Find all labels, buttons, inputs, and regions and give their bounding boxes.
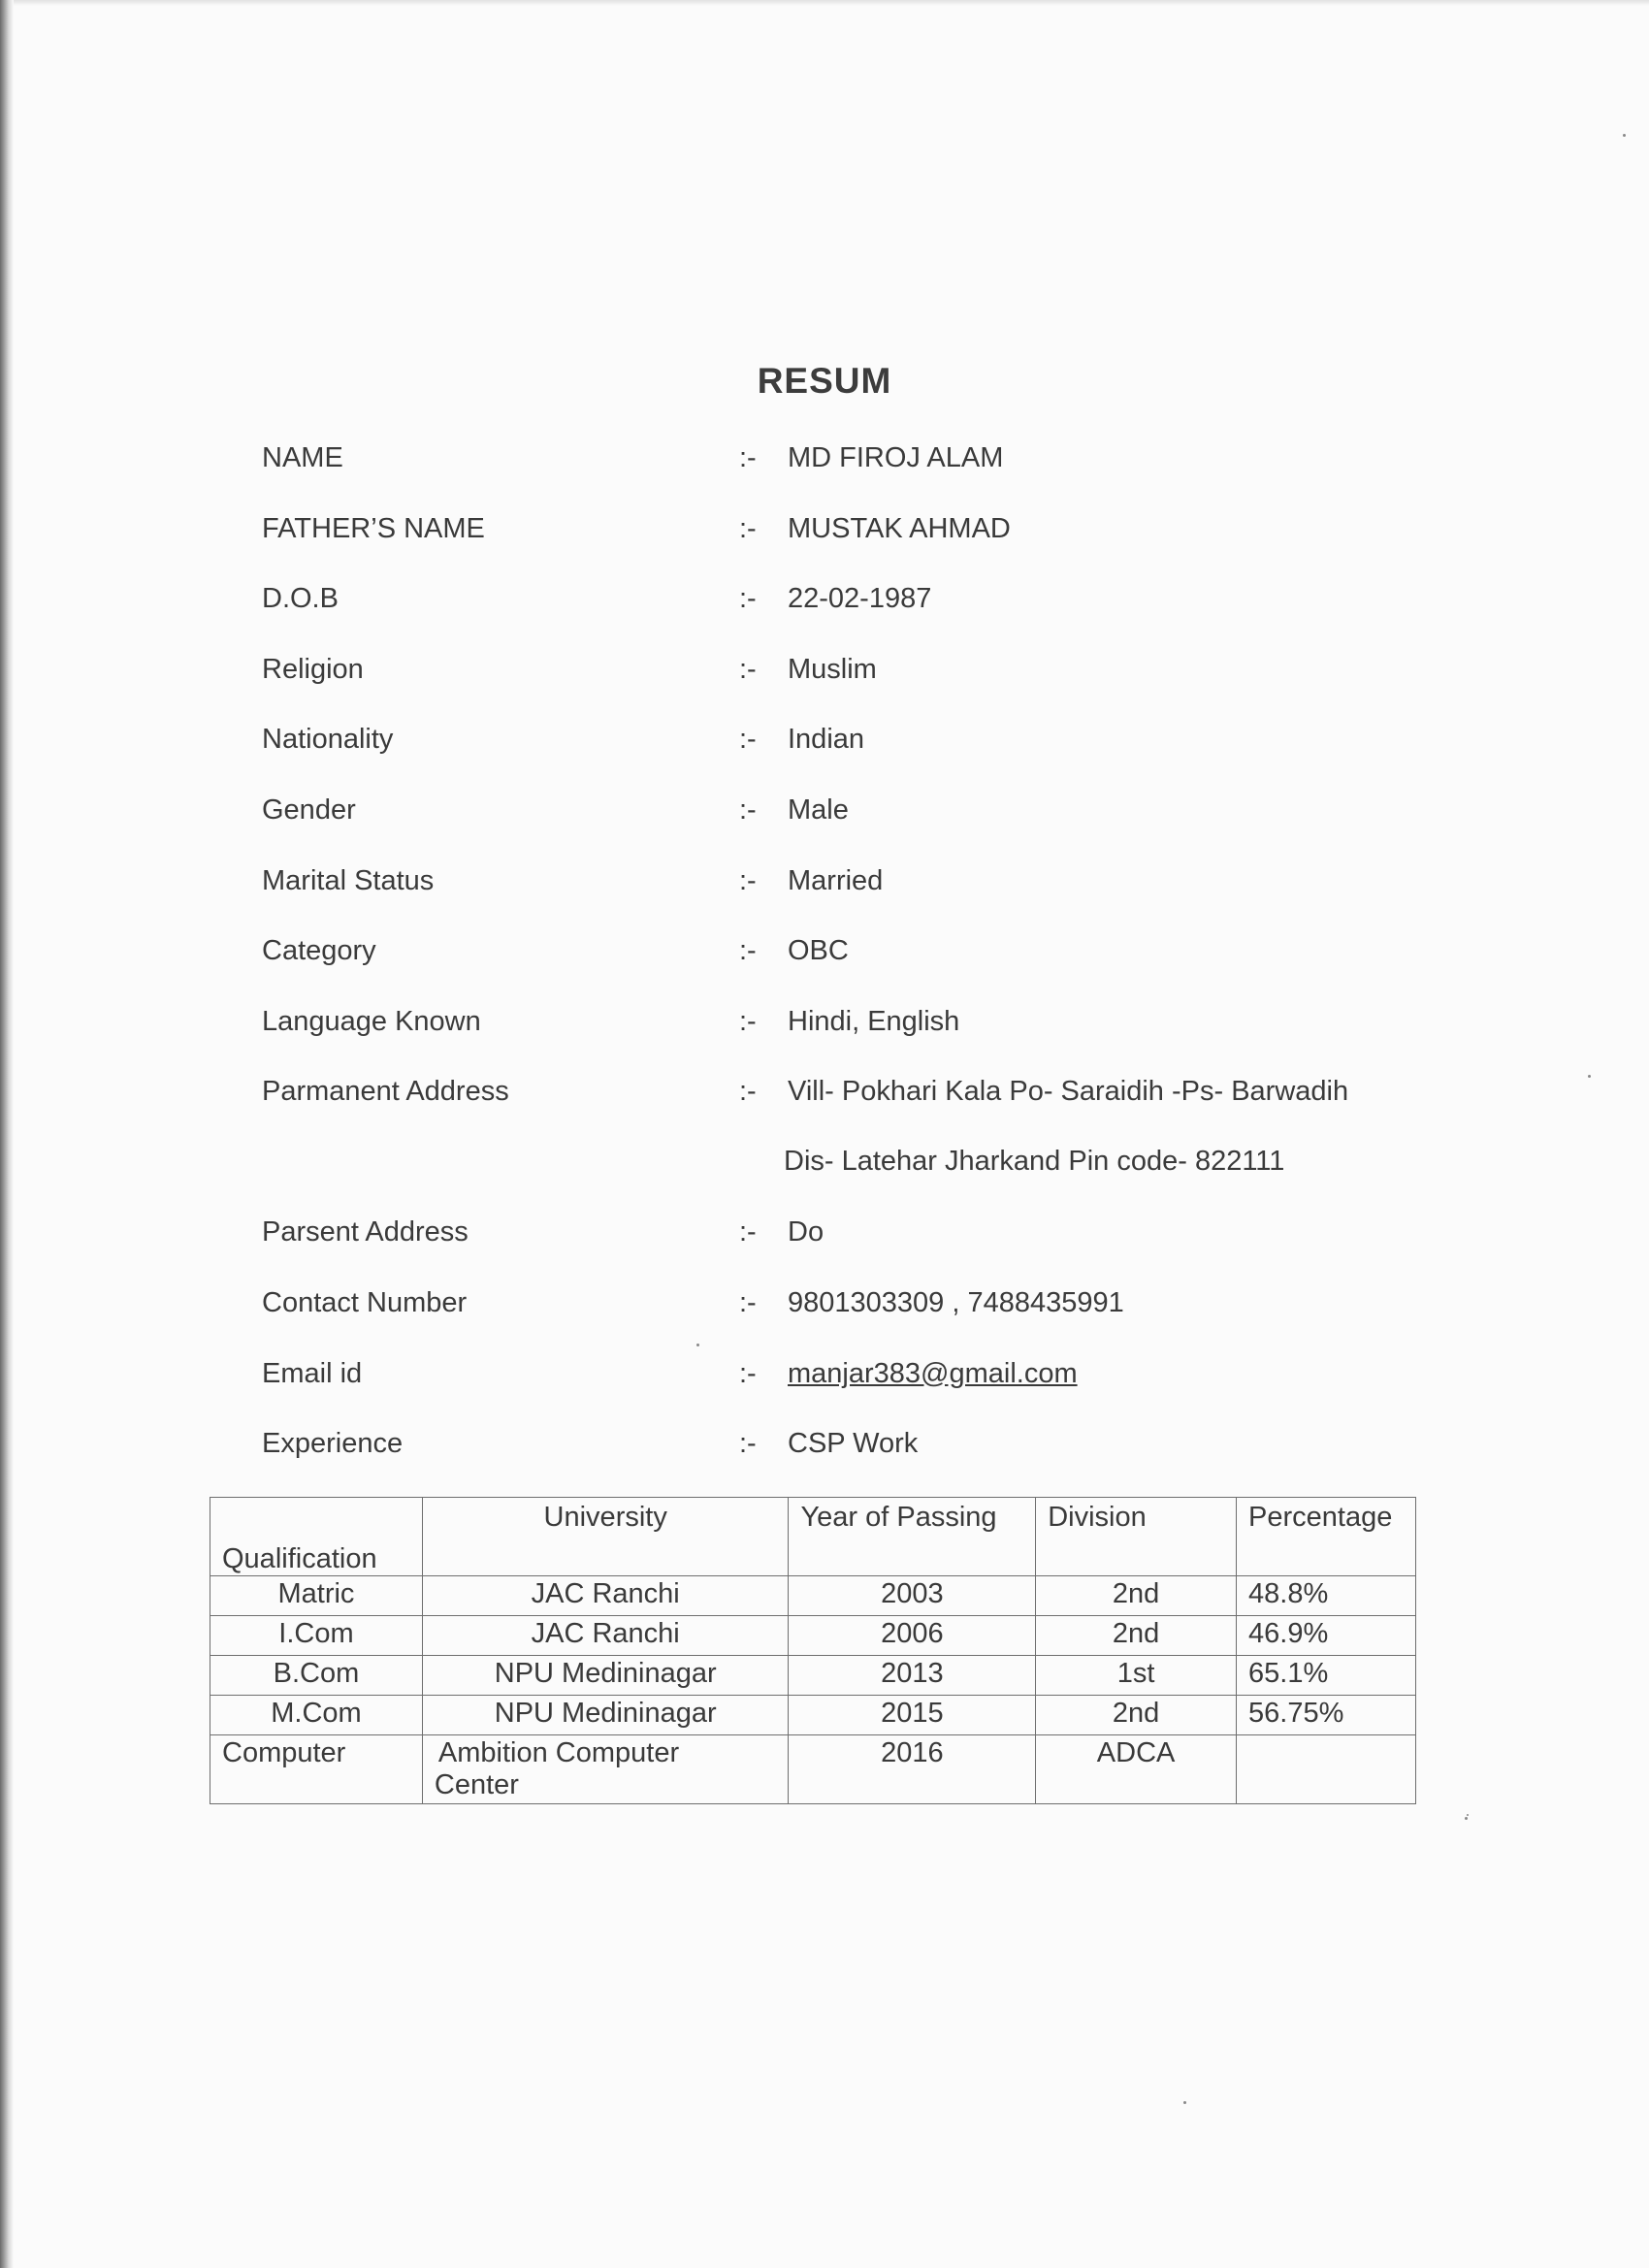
cell-year: 2016	[789, 1735, 1036, 1804]
field-value: Do	[788, 1216, 824, 1248]
cell-qualification: I.Com	[210, 1616, 423, 1656]
table-row	[210, 1616, 1416, 1656]
field-permanent-address	[260, 1076, 1424, 1216]
cell-university: JAC Ranchi	[422, 1576, 789, 1616]
field-separator: :-	[739, 864, 757, 896]
cell-percentage: 46.9%	[1237, 1616, 1416, 1656]
field-value-line2: Dis- Latehar Jharkand Pin code- 822111	[784, 1146, 1285, 1178]
page-title: RESUM	[757, 361, 892, 401]
cell-division: 2nd	[1036, 1696, 1237, 1735]
field-contact-number	[260, 1287, 1424, 1358]
scan-speck	[696, 1344, 699, 1346]
field-separator: :-	[739, 794, 757, 826]
scan-edge-shadow	[0, 0, 14, 2268]
cell-university	[422, 1735, 789, 1804]
field-dob	[260, 583, 1424, 654]
cell-qualification: Matric	[210, 1576, 423, 1616]
header-university: University	[422, 1498, 789, 1576]
scan-speck	[1588, 1075, 1591, 1078]
cell-university-line1: Ambition Computer	[437, 1737, 680, 1768]
field-separator: :-	[739, 1216, 757, 1248]
cell-university-line2: Center	[434, 1769, 519, 1800]
field-label: Contact Number	[262, 1286, 468, 1318]
field-separator: :-	[739, 442, 757, 473]
field-value: OBC	[788, 935, 849, 967]
field-category	[260, 935, 1424, 1006]
scan-speck	[1467, 1814, 1469, 1816]
scan-speck	[1465, 1817, 1468, 1820]
field-label: Category	[262, 935, 376, 967]
field-separator: :-	[739, 512, 757, 544]
field-value: Vill- Pokhari Kala Po- Saraidih -Ps- Barwadih	[788, 1076, 1349, 1108]
field-separator: :-	[739, 1286, 757, 1318]
cell-division: 2nd	[1036, 1576, 1237, 1616]
field-label: Experience	[262, 1428, 404, 1460]
field-experience	[260, 1428, 1424, 1499]
cell-percentage: 56.75%	[1237, 1696, 1416, 1735]
cell-division: 1st	[1036, 1656, 1237, 1696]
cell-university: NPU Medininagar	[422, 1696, 789, 1735]
field-value: MUSTAK AHMAD	[788, 512, 1011, 544]
field-value: Married	[788, 864, 884, 896]
cell-percentage	[1237, 1735, 1416, 1804]
field-separator: :-	[739, 1357, 757, 1389]
header-qualification: Qualification	[210, 1498, 423, 1576]
header-division: Division	[1036, 1498, 1237, 1576]
field-separator: :-	[739, 1428, 757, 1460]
cell-year: 2003	[789, 1576, 1036, 1616]
field-separator: :-	[739, 583, 757, 615]
scan-speck	[1183, 2101, 1186, 2104]
table-header-row	[210, 1498, 1416, 1576]
field-fathers-name	[260, 513, 1424, 584]
cell-qualification: B.Com	[210, 1656, 423, 1696]
header-year-of-passing: Year of Passing	[789, 1498, 1036, 1576]
cell-year: 2006	[789, 1616, 1036, 1656]
field-nationality	[260, 724, 1424, 794]
field-label: Religion	[262, 653, 364, 685]
field-label: Language Known	[262, 1005, 481, 1037]
cell-university: NPU Medininagar	[422, 1656, 789, 1696]
field-separator: :-	[739, 1005, 757, 1037]
field-label: FATHER’S NAME	[262, 512, 485, 544]
field-label: Parsent Address	[262, 1216, 469, 1248]
field-name	[260, 442, 1424, 513]
cell-division: 2nd	[1036, 1616, 1237, 1656]
cell-qualification: M.Com	[210, 1696, 423, 1735]
personal-details	[260, 442, 1424, 1499]
field-label: Marital Status	[262, 864, 435, 896]
field-separator: :-	[739, 724, 757, 756]
field-value: 22-02-1987	[788, 583, 932, 615]
field-label: D.O.B	[262, 583, 339, 615]
header-percentage: Percentage	[1237, 1498, 1416, 1576]
field-value: Hindi, English	[788, 1005, 960, 1037]
table-row	[210, 1696, 1416, 1735]
email-link[interactable]: manjar383@gmail.com	[788, 1357, 1078, 1389]
cell-qualification: Computer	[210, 1735, 423, 1804]
field-gender	[260, 794, 1424, 865]
field-value: MD FIROJ ALAM	[788, 442, 1004, 473]
cell-percentage: 65.1%	[1237, 1656, 1416, 1696]
field-value: Male	[788, 794, 849, 826]
field-separator: :-	[739, 1076, 757, 1108]
cell-percentage: 48.8%	[1237, 1576, 1416, 1616]
field-value: Muslim	[788, 653, 877, 685]
scan-edge-top	[14, 0, 1649, 6]
field-email	[260, 1358, 1424, 1429]
cell-year: 2015	[789, 1696, 1036, 1735]
qualification-table	[210, 1497, 1416, 1804]
field-religion	[260, 654, 1424, 725]
field-label: NAME	[262, 442, 343, 473]
table-row	[210, 1735, 1416, 1804]
field-label: Email id	[262, 1357, 363, 1389]
field-language-known	[260, 1006, 1424, 1077]
cell-year: 2013	[789, 1656, 1036, 1696]
field-separator: :-	[739, 653, 757, 685]
table-row	[210, 1576, 1416, 1616]
field-marital-status	[260, 865, 1424, 936]
field-value: Indian	[788, 724, 865, 756]
field-value: 9801303309 , 7488435991	[788, 1286, 1124, 1318]
cell-division: ADCA	[1036, 1735, 1237, 1804]
table-row	[210, 1656, 1416, 1696]
scan-speck	[1623, 134, 1626, 137]
field-present-address	[260, 1216, 1424, 1287]
field-value: CSP Work	[788, 1428, 919, 1460]
field-label: Gender	[262, 794, 356, 826]
field-separator: :-	[739, 935, 757, 967]
cell-university: JAC Ranchi	[422, 1616, 789, 1656]
field-label: Parmanent Address	[262, 1076, 509, 1108]
field-label: Nationality	[262, 724, 394, 756]
